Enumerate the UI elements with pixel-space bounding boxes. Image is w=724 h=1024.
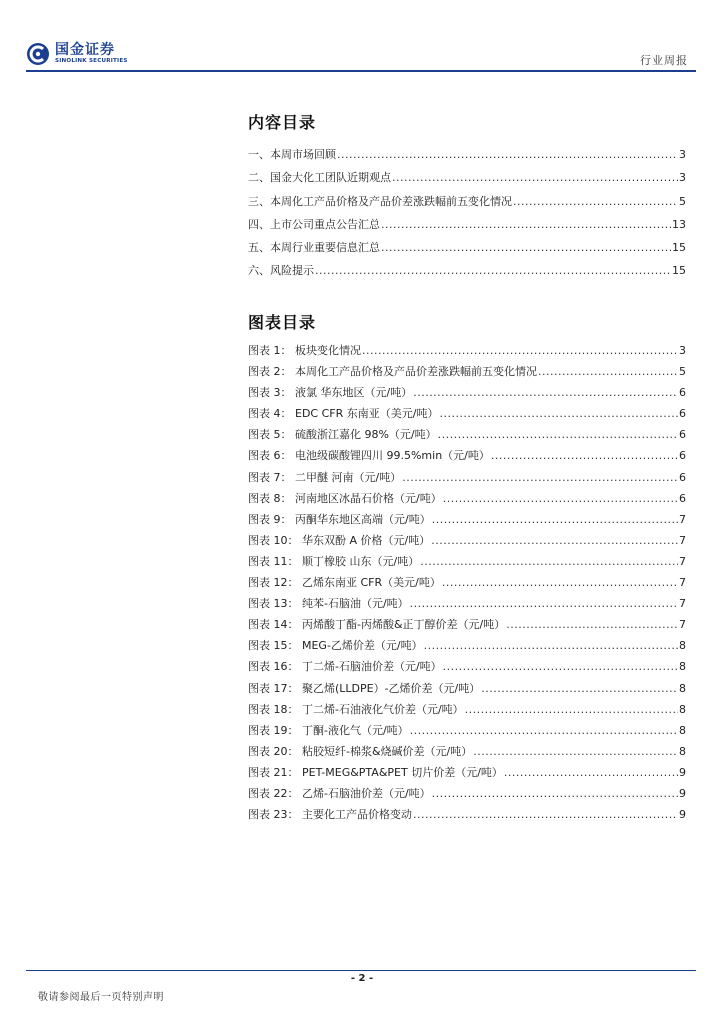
figure-entry-label: 图表 18： 丁二烯-石油液化气价差（元/吨） — [248, 702, 464, 716]
dot-leader — [402, 467, 678, 488]
figure-entry-page-number: 7 — [679, 512, 686, 526]
figures-list — [248, 340, 686, 825]
dot-leader — [504, 762, 678, 783]
contents-entry-page-number: 15 — [672, 264, 686, 278]
dot-leader — [513, 190, 678, 213]
dot-leader — [337, 143, 678, 166]
figure-entry[interactable] — [248, 741, 686, 762]
footer-disclaimer: 敬请参阅最后一页特别声明 — [38, 992, 164, 1003]
figure-entry-page-number: 7 — [679, 533, 686, 547]
figure-entry-label: 图表 17： 聚乙烯(LLDPE）-乙烯价差（元/吨） — [248, 681, 481, 695]
dot-leader — [473, 741, 678, 762]
figure-entry[interactable] — [248, 445, 686, 466]
contents-entry-label: 二、国金大化工团队近期观点 — [248, 171, 391, 185]
dot-leader — [410, 720, 678, 741]
contents-entry[interactable] — [248, 166, 686, 189]
figure-entry-label: 图表 9： 丙酮华东地区高端（元/吨） — [248, 512, 431, 526]
figure-entry[interactable] — [248, 656, 686, 677]
contents-entry-page-number: 13 — [672, 217, 686, 231]
contents-entry-label: 六、风险提示 — [248, 264, 314, 278]
figure-entry-page-number: 8 — [679, 681, 686, 695]
figure-entry[interactable] — [248, 572, 686, 593]
figure-entry[interactable] — [248, 804, 686, 825]
contents-entry-page-number: 3 — [679, 171, 686, 185]
dot-leader — [413, 382, 678, 403]
figure-entry-page-number: 8 — [679, 639, 686, 653]
figure-entry[interactable] — [248, 382, 686, 403]
dot-leader — [315, 259, 671, 282]
logo-chinese-name: 国金证券 — [55, 42, 115, 59]
contents-entry-label: 三、本周化工产品价格及产品价差涨跌幅前五变化情况 — [248, 194, 512, 208]
dot-leader — [506, 614, 678, 635]
figure-entry-label: 图表 22： 乙烯-石脑油价差（元/吨） — [248, 786, 431, 800]
figure-entry-page-number: 3 — [679, 344, 686, 357]
header-divider — [26, 70, 696, 72]
figure-entry-label: 图表 6： 电池级碳酸锂四川 99.5%min（元/吨） — [248, 449, 490, 463]
figure-entry-label: 图表 14： 丙烯酸丁酯-丙烯酸&正丁醇价差（元/吨） — [248, 618, 506, 632]
dot-leader — [413, 804, 678, 825]
figure-entry-page-number: 8 — [679, 723, 686, 737]
figure-entry-label: 图表 13： 纯苯-石脑油（元/吨） — [248, 597, 409, 611]
figure-entry[interactable] — [248, 340, 686, 361]
figure-entry-label: 图表 12： 乙烯东南亚 CFR（美元/吨） — [248, 576, 441, 590]
figure-entry-page-number: 7 — [679, 554, 686, 568]
figure-entry[interactable] — [248, 762, 686, 783]
contents-entry[interactable] — [248, 236, 686, 259]
dot-leader — [465, 699, 678, 720]
figure-entry-label: 图表 8： 河南地区冰晶石价格（元/吨） — [248, 491, 442, 505]
figure-entry-label: 图表 19： 丁酮-液化气（元/吨） — [248, 723, 409, 737]
figure-entry-label: 图表 16： 丁二烯-石脑油价差（元/吨） — [248, 660, 442, 674]
figure-entry-label: 图表 7： 二甲醚 河南（元/吨） — [248, 470, 402, 484]
figure-entry-label: 图表 15： MEG-乙烯价差（元/吨） — [248, 639, 423, 653]
dot-leader — [362, 340, 678, 361]
contents-entry-label: 五、本周行业重要信息汇总 — [248, 241, 380, 255]
dot-leader — [381, 236, 671, 259]
figure-entry-page-number: 9 — [679, 765, 686, 779]
figure-entry-label: 图表 5： 硫酸浙江嘉化 98%（元/吨） — [248, 428, 437, 442]
figure-entry-page-number: 6 — [679, 470, 686, 484]
figure-entry[interactable] — [248, 530, 686, 551]
footer-divider — [26, 970, 696, 971]
figure-entry-page-number: 7 — [679, 576, 686, 590]
page-number: - 2 - — [350, 973, 374, 984]
figure-entry[interactable] — [248, 720, 686, 741]
dot-leader — [424, 635, 678, 656]
figure-entry-page-number: 6 — [679, 428, 686, 442]
figure-entry-page-number: 8 — [679, 744, 686, 758]
figures-title: 图表目录 — [248, 313, 317, 332]
figure-entry-page-number: 6 — [679, 386, 686, 400]
dot-leader — [392, 166, 678, 189]
contents-entry-page-number: 3 — [679, 148, 686, 161]
sinolink-logo-icon — [26, 42, 50, 66]
figure-entry[interactable] — [248, 593, 686, 614]
dot-leader — [410, 593, 678, 614]
dot-leader — [481, 678, 678, 699]
dot-leader — [538, 361, 678, 382]
figure-entry-page-number: 5 — [679, 365, 686, 379]
contents-entry[interactable] — [248, 143, 686, 166]
dot-leader — [443, 656, 678, 677]
figure-entry[interactable] — [248, 783, 686, 804]
figure-entry-label: 图表 3： 液氯 华东地区（元/吨） — [248, 386, 413, 400]
logo-english-name: SINOLINK SECURITIES — [55, 58, 128, 65]
dot-leader — [438, 424, 678, 445]
figure-entry[interactable] — [248, 509, 686, 530]
contents-entry-label: 四、上市公司重点公告汇总 — [248, 217, 380, 231]
dot-leader — [420, 551, 678, 572]
report-type-label: 行业周报 — [640, 54, 688, 67]
figure-entry[interactable] — [248, 467, 686, 488]
contents-entry[interactable] — [248, 190, 686, 213]
dot-leader — [431, 530, 678, 551]
dot-leader — [381, 213, 671, 236]
figure-entry-label: 图表 11： 顺丁橡胶 山东（元/吨） — [248, 554, 420, 568]
contents-entry-page-number: 5 — [679, 194, 686, 208]
contents-entry-label: 一、本周市场回顾 — [248, 148, 336, 161]
dot-leader — [439, 403, 678, 424]
figure-entry[interactable] — [248, 488, 686, 509]
figure-entry-page-number: 8 — [679, 660, 686, 674]
contents-list — [248, 143, 686, 283]
dot-leader — [432, 509, 678, 530]
figure-entry[interactable] — [248, 678, 686, 699]
dot-leader — [491, 445, 678, 466]
figure-entry[interactable] — [248, 635, 686, 656]
figure-entry-label: 图表 1： 板块变化情况 — [248, 344, 361, 357]
figure-entry-page-number: 6 — [679, 407, 686, 421]
figure-entry-label: 图表 10： 华东双酚 A 价格（元/吨） — [248, 533, 431, 547]
figure-entry-label: 图表 23： 主要化工产品价格变动 — [248, 808, 412, 822]
figure-entry-page-number: 6 — [679, 449, 686, 463]
figure-entry-label: 图表 2： 本周化工产品价格及产品价差涨跌幅前五变化情况 — [248, 365, 537, 379]
contents-title: 内容目录 — [248, 113, 317, 132]
figure-entry-label: 图表 21： PET-MEG&PTA&PET 切片价差（元/吨） — [248, 765, 503, 779]
figure-entry[interactable] — [248, 699, 686, 720]
figure-entry-page-number: 6 — [679, 491, 686, 505]
figure-entry[interactable] — [248, 614, 686, 635]
dot-leader — [442, 572, 678, 593]
figure-entry-page-number: 8 — [679, 702, 686, 716]
figure-entry-page-number: 9 — [679, 808, 686, 822]
figure-entry[interactable] — [248, 403, 686, 424]
figure-entry-page-number: 7 — [679, 618, 686, 632]
figure-entry-label: 图表 20： 粘胶短纤-棉浆&烧碱价差（元/吨） — [248, 744, 473, 758]
figure-entry[interactable] — [248, 551, 686, 572]
dot-leader — [432, 783, 678, 804]
figure-entry-page-number: 9 — [679, 786, 686, 800]
figure-entry-page-number: 7 — [679, 597, 686, 611]
figure-entry-label: 图表 4： EDC CFR 东南亚（美元/吨） — [248, 407, 439, 421]
contents-entry[interactable] — [248, 259, 686, 282]
dot-leader — [443, 488, 678, 509]
contents-entry[interactable] — [248, 213, 686, 236]
company-logo — [26, 40, 128, 68]
figure-entry[interactable] — [248, 424, 686, 445]
contents-entry-page-number: 15 — [672, 241, 686, 255]
page-header — [26, 38, 698, 72]
figure-entry[interactable] — [248, 361, 686, 382]
